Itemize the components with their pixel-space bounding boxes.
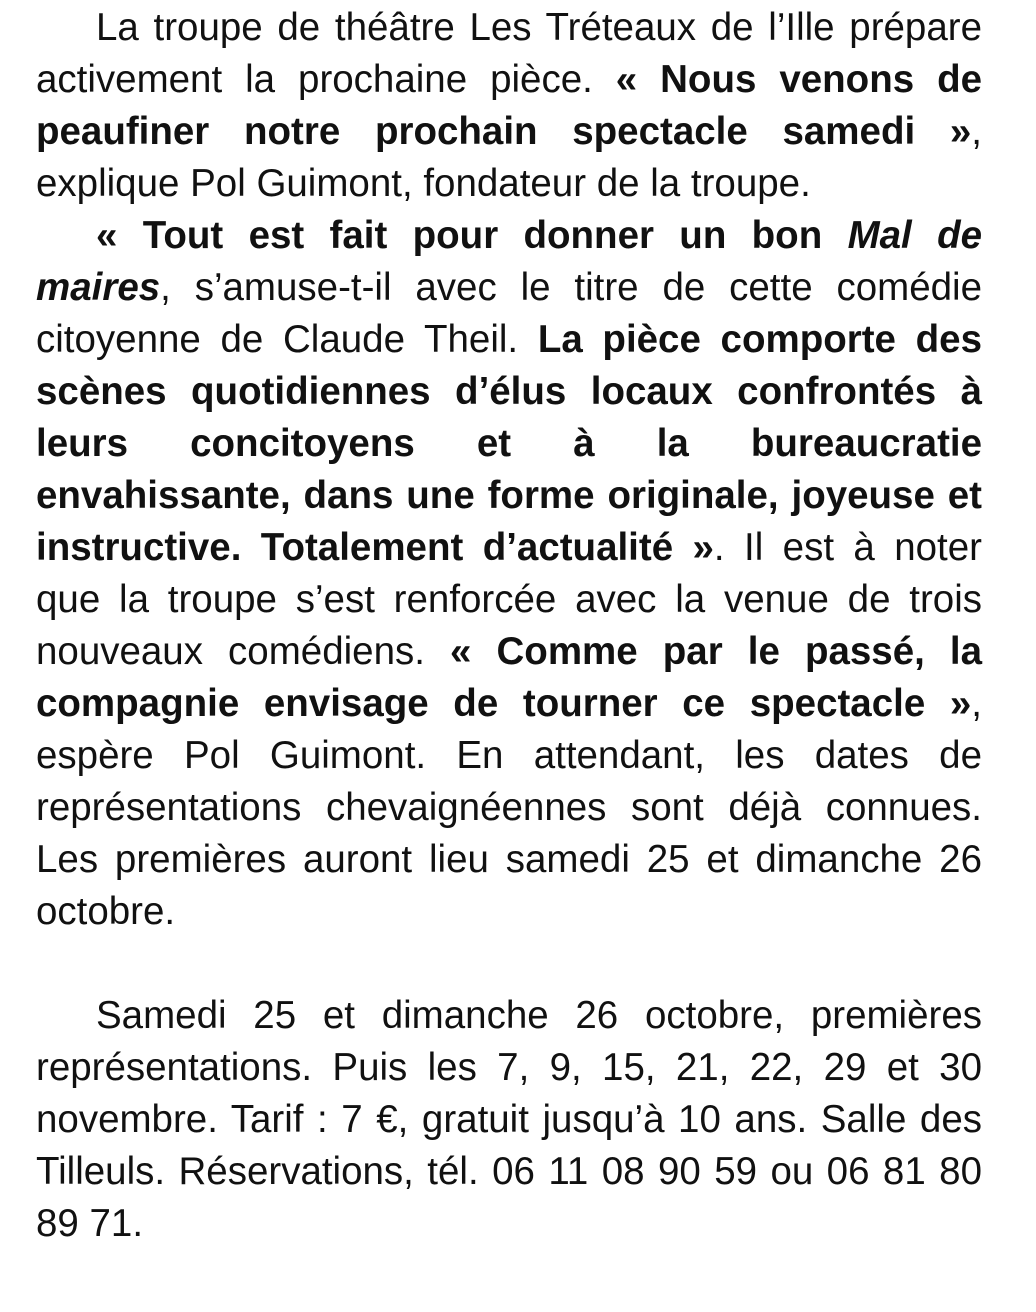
article-body <box>36 2 982 1250</box>
troupe-news-text: . Il est à noter que la troupe s’est renforcée avec la venue de trois nouveaux comédiens. <box>36 526 982 673</box>
play-description: , s’amuse-t-il avec le titre de cette comédie citoyenne de Claude Theil. <box>36 266 982 361</box>
quote-piece-comporte: La pièce comporte des scènes quotidiennes d’élus locaux confrontés à leurs concitoyens et à la bureaucratie envahissante, dans une forme originale, joyeuse et instructive. Totalement d’actualité » <box>36 318 982 569</box>
intro-text: La troupe de théâtre Les Tréteaux de l’Ille prépare activement la prochaine pièce. <box>36 6 982 101</box>
paragraph-intro <box>36 2 982 210</box>
attribution-text: , explique Pol Guimont, fondateur de la troupe. <box>36 110 982 205</box>
dates-text: , espère Pol Guimont. En attendant, les dates de représentations chevaignéennes sont déjà connues. Les premières auront lieu samedi 25 et dimanche 26 octobre. <box>36 682 982 933</box>
practical-info: Samedi 25 et dimanche 26 octobre, premières représentations. Puis les 7, 9, 15, 21, 22, 29 et 30 novembre. Tarif : 7 €, gratuit jusqu’à 10 ans. Salle des Tilleuls. Réservations, tél. 06 11 08 90 59 ou 06 81 80 89 71. <box>36 994 982 1245</box>
quote-comme-par-le-passe: « Comme par le passé, la compagnie envisage de tourner ce spectacle » <box>36 630 982 725</box>
quote-peaufiner: « Nous venons de peaufiner notre prochain spectacle samedi » <box>36 58 982 153</box>
paragraph-main <box>36 210 982 938</box>
play-title: Mal de maires <box>36 214 983 309</box>
quote-tout-est-fait: « Tout est fait pour donner un bon <box>96 214 848 257</box>
